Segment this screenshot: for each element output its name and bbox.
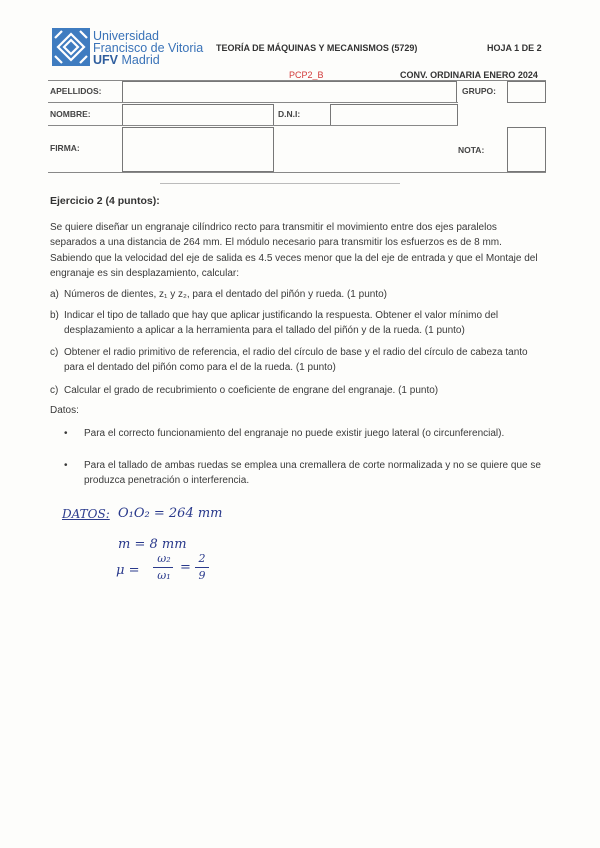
- handwritten-omega-den: ω₁: [157, 569, 171, 582]
- item-label: c): [50, 385, 59, 396]
- dni-field[interactable]: [330, 104, 458, 126]
- university-name-line1: Universidad: [93, 29, 160, 43]
- university-name-line2: Francisco de Vitoria: [93, 41, 204, 55]
- handwritten-fraction-den: 9: [198, 569, 206, 582]
- bullet-text: Para el correcto funcionamiento del engranaje no puede existir juego lateral (o circunferencial).: [84, 428, 505, 439]
- separator-rule: [160, 183, 400, 184]
- apellidos-field[interactable]: [122, 81, 457, 103]
- datos-bullet-1: [64, 426, 541, 441]
- nombre-label: NOMBRE:: [50, 109, 91, 119]
- handwritten-distance: O₁O₂ = 264 mm: [118, 506, 223, 521]
- exam-code: PCP2_B: [289, 70, 324, 80]
- apellidos-label: APELLIDOS:: [50, 86, 102, 96]
- form-bottom-rule: [48, 172, 546, 173]
- item-label: a): [50, 289, 59, 300]
- exercise-item-a: [50, 287, 543, 302]
- handwritten-omega-num: ω₂: [157, 552, 171, 565]
- firma-label: FIRMA:: [50, 143, 80, 153]
- item-text: Obtener el radio primitivo de referencia, el radio del círculo de base y el radio del círculo de cabeza tanto para el dentado del piñón como para el de la rueda. (1 punto): [64, 347, 528, 374]
- nota-field[interactable]: [507, 127, 546, 172]
- handwritten-ratio-label: μ =: [116, 563, 140, 578]
- bullet-dot-icon: •: [64, 460, 68, 471]
- dni-label: D.N.I:: [278, 109, 301, 119]
- bullet-text: Para el tallado de ambas ruedas se emplea una cremallera de corte normalizada y no se quiere que se produzca penetración o interferencia.: [84, 460, 541, 487]
- handwritten-fraction-num: 2: [198, 552, 206, 565]
- fraction-bar: [153, 567, 173, 568]
- convocatoria: CONV. ORDINARIA ENERO 2024: [400, 70, 538, 80]
- exercise-item-b: [50, 308, 543, 339]
- exercise-item-c: [50, 345, 543, 376]
- form-rule: [48, 102, 458, 103]
- sheet-number: HOJA 1 DE 2: [487, 43, 542, 53]
- item-text: Números de dientes, z₁ y z₂, para el dentado del piñón y rueda. (1 punto): [64, 289, 388, 300]
- grupo-field[interactable]: [507, 81, 546, 103]
- nombre-field[interactable]: [122, 104, 274, 126]
- nota-label: NOTA:: [458, 145, 485, 155]
- form-rule: [48, 125, 458, 126]
- item-text: Calcular el grado de recubrimiento o coeficiente de engrane del engranaje. (1 punto): [64, 385, 439, 396]
- exercise-item-d: [50, 383, 543, 398]
- datos-bullet-2: [64, 458, 541, 489]
- campus-city: Madrid: [121, 53, 160, 67]
- item-text: Indicar el tipo de tallado que hay que aplicar justificando la respuesta. Obtener el valor mínimo del desplazamiento a aplicar a la herramienta para el tallado del piñón y de la rueda. (1 punto): [64, 310, 499, 337]
- ufv-acronym: UFV: [93, 53, 118, 67]
- bullet-dot-icon: •: [64, 428, 68, 439]
- handwritten-datos: DATOS:: [62, 507, 110, 521]
- university-campus: [93, 54, 160, 66]
- fraction-bar: [195, 567, 209, 568]
- grupo-label: GRUPO:: [462, 86, 496, 96]
- university-logo-icon: [52, 28, 90, 66]
- exercise-intro: Se quiere diseñar un engranaje cilíndrico recto para transmitir el movimiento entre dos ejes paralelos separados a una distancia de 264 mm. El módulo necesario para transmitir los esfuerzos es de 8 mm. Sabiendo que la velocidad del eje de salida es 4.5 veces menor que la del eje de entrada y que el Montaje del engranaje es sin desplazamiento, calcular:: [50, 222, 538, 279]
- handwritten-equals: =: [180, 560, 191, 575]
- datos-label: Datos:: [50, 405, 79, 416]
- handwritten-module: m = 8 mm: [118, 537, 187, 552]
- item-label: c): [50, 347, 59, 358]
- firma-field[interactable]: [122, 127, 274, 172]
- item-label: b): [50, 310, 59, 321]
- exercise-title: Ejercicio 2 (4 puntos):: [50, 195, 160, 207]
- course-title: TEORÍA DE MÁQUINAS Y MECANISMOS (5729): [216, 43, 418, 53]
